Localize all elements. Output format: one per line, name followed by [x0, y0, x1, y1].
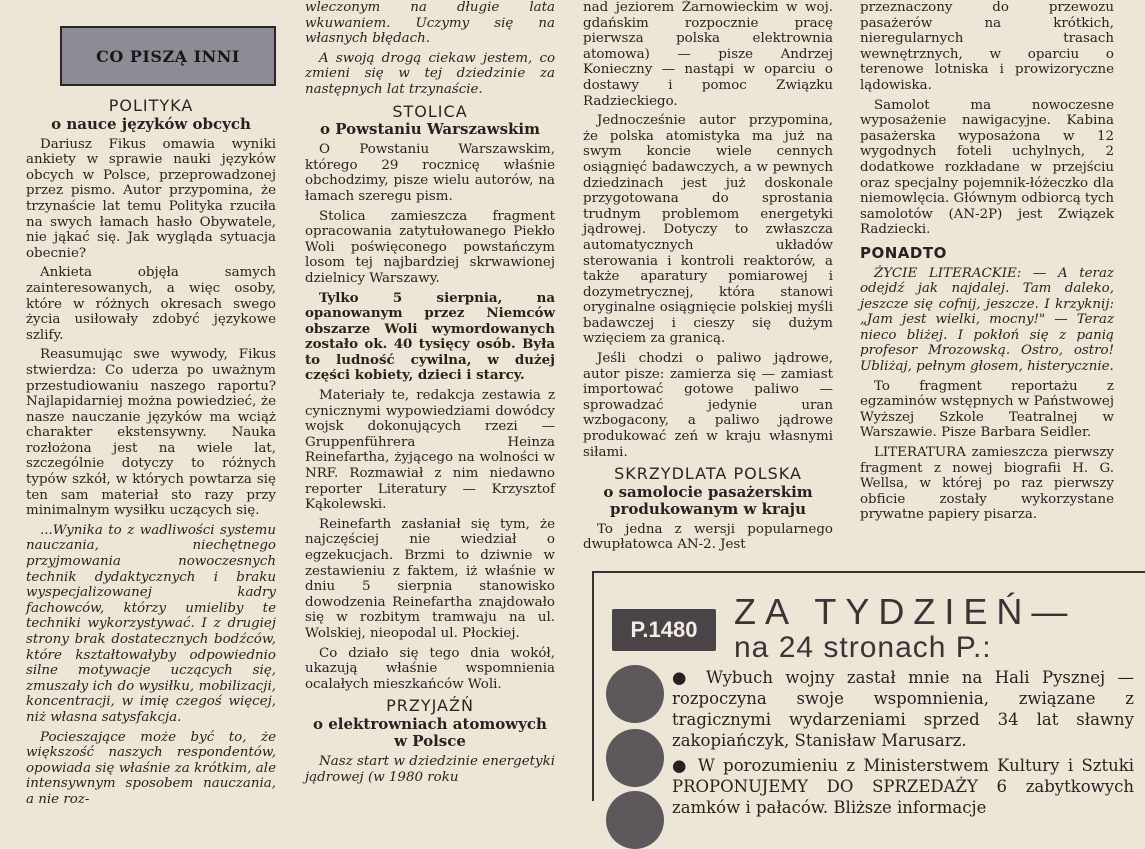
paragraph: Jednocześnie autor przypomina, że polska atomistyka ma już na swym koncie wiele cennych osiągnięć badawczych, a w pewnych dziedzinach jest już doskonale przygotowana do sprostania trudnym problemom energetyki jądrowej. Dotyczy to zwłaszcza automatycznych układów sterowania i kontroli reaktorów, a także aparatury pomiarowej i dozymetrycznej, która stanowi oryginalne osiągnięcie polskiej myśli badawczej i cieszy się dużym wzięciem za granicą. — [583, 113, 833, 347]
header-box — [60, 26, 276, 86]
paragraph: Dariusz Fikus omawia wyniki ankiety w sprawie nauki języków obcych w Polsce, przeprowadzonej przez pismo. Autor przypomina, że trzynaście lat temu Polityka rzuciła na swych łamach hasło Obywatele, nie jąkać się. Jak wygląda sytuacja obecnie? — [26, 136, 276, 261]
paragraph: To fragment reportażu z egzaminów wstępnych w Państwowej Wyższej Szkole Teatralnej w Warszawie. Pisze Barbara Seidler. — [860, 378, 1114, 441]
paragraph: Co działo się tego dnia wokół, ukazują właśnie wspomnienia ocalałych mieszkańców Woli. — [305, 645, 555, 692]
section-heading: PONADTO — [860, 243, 947, 262]
paragraph: Jeśli chodzi o paliwo jądrowe, autor pisze: zamierza się — zamiast importować gotowe paliwo — sprowadzać jedynie uran wzbogacony, a paliwo jądrowe produkować zeń w kraju własnymi siłami. — [583, 351, 833, 460]
paragraph: Nasz start w dziedzinie energetyki jądrowej (w 1980 roku — [305, 753, 555, 785]
column-2 — [305, 0, 555, 789]
promo-badge: P.1480 — [612, 609, 716, 651]
header-box-title: CO PISZĄ INNI — [96, 46, 240, 66]
promo-item: ● Wybuch wojny zastał mnie na Hali Pysznej — rozpoczyna swoje wspomnienia, związane z tragicznymi wydarzeniami sprzed 34 lat sławny zakopiańczyk, Stanisław Marusarz. — [672, 668, 1134, 750]
section-heading: STOLICA — [392, 101, 468, 121]
paragraph: Reasumując swe wywody, Fikus stwierdza: Co uderza po uważnym przestudiowaniu naszego raportu? Najlapidarniej można powiedzieć, że nasze nauczanie języków ma wciąż charakter ekstensywny. Nauka rozłożona jest na wiele lat, szczególnie dotyczy to różnych typów szkół, w których powtarza się ten sam materiał sto razy przy minimalnym wysiłku uczących się. — [26, 347, 276, 519]
paragraph: A swoją drogą ciekaw jestem, co zmieni się w tej dziedzinie za następnych lat trzynaście. — [305, 50, 555, 97]
decorative-circle-icon — [606, 729, 664, 787]
paragraph: Pocieszające może być to, że większość naszych respondentów, opowiada się właśnie za krótkim, ale intensywnym sposobem nauczania, a nie roz- — [26, 729, 276, 807]
promo-item: ● W porozumieniu z Ministerstwem Kultury i Sztuki PROPONUJEMY DO SPRZEDAŻY 6 zabytkowych zamków i pałaców. Bliższe informacje — [672, 756, 1134, 817]
paragraph: O Powstaniu Warszawskim, którego 29 rocznicę właśnie obchodzimy, pisze wielu autorów, na łamach szeregu pism. — [305, 142, 555, 204]
section-heading: SKRZYDLATA POLSKA — [614, 464, 802, 484]
paragraph: LITERATURA zamieszcza pierwszy fragment z nowej biografii H. G. Wellsa, w której po raz pierwszy obficie zostały wykorzystane prywatne papiery pisarza. — [860, 445, 1114, 523]
paragraph: Samolot ma nowoczesne wyposażenie nawigacyjne. Kabina pasażerska wyposażona w 12 wygodnych foteli uchylnych, 2 dodatkowe rozkładane w przejściu oraz specjalny pojemnik-łóżeczko dla niemowlęcia. Głównym odbiorcą tych samolotów (AN-2P) jest Związek Radziecki. — [860, 97, 1115, 238]
article-subtitle: o samolocie pasażerskim produkowanym w kraju — [603, 482, 813, 518]
paragraph: Ankieta objęła samych zainteresowanych, a więc osoby, które w różnych okresach swego życia usiłowały zdobyć językowe szlify. — [26, 265, 276, 343]
promo-box — [592, 571, 1145, 817]
promo-subtitle: na 24 stronach P.: — [734, 631, 992, 664]
article-subtitle: o elektrowniach atomowych w Polsce — [313, 714, 547, 750]
article-subtitle: o Powstaniu Warszawskim — [319, 120, 540, 139]
paragraph: Reinefarth zasłaniał się tym, że najczęściej nie wiedział o egzekucjach. Brzmi to dziwnie w zestawieniu z faktem, iż właśnie w dniu 5 sierpnia stanowisko dowodzenia Reinefartha znajdowało się w rozbitym tramwaju na ul. Wolskiej, nieopodal ul. Płockiej. — [305, 516, 555, 641]
section-heading: POLITYKA — [108, 96, 194, 115]
article-subtitle: o nauce języków obcych — [51, 114, 251, 133]
promo-title: ZA TYDZIEŃ— — [734, 591, 1077, 632]
paragraph: wleczonym na długie lata wkuwaniem. Uczymy się na własnych błędach. — [305, 0, 555, 47]
paragraph: Materiały te, redakcja zestawia z cynicznymi wypowiedziami dowódcy wojsk dokonujących rzezi — Gruppenführera Heinza Reinefartha, żyjącego na wolności w NRF. Rozmawiał z nim niedawno reporter Literatury — Krzysztof Kąkolewski. — [305, 388, 555, 513]
paragraph: To jedna z wersji popularnego dwupłatowca AN-2. Jest — [583, 521, 833, 553]
paragraph: ...Wynika to z wadliwości systemu nauczania, niechętnego przyjmowania nowoczesnych technik dydaktycznych i braku wyspecjalizowanej kadry fachowców, którzy umieliby te techniki wykorzystywać. I z drugiej strony brak dostatecznych bodźców, które kształtowałyby odpowiednio silne motywacje uczących się, zmuszały ich do wysiłku, mobilizacji, koncentracji, w imię czegoś więcej, niż własna satysfakcja. — [26, 522, 276, 725]
section-heading: PRZYJAŹŃ — [386, 696, 474, 716]
paragraph: Tylko 5 sierpnia, na opanowanym przez Niemców obszarze Woli wymordowanych zostało ok. 40 tysięcy osób. Była to ludność cywilna, w dużej części kobiety, dzieci i starcy. — [305, 289, 555, 384]
column-4 — [860, 0, 1114, 527]
column-1 — [26, 92, 276, 812]
paragraph: ŻYCIE LITERACKIE: — A teraz odejdź jak najdalej. Tam daleko, jeszcze się cofnij, jeszcze. I krzyknij: „Jam jest wielki, mocny!" — Teraz nieco bliżej. I pokłoń się z panią profesor Mrozowską. Ostro, ostro! Ubliżaj, pełnym głosem, histerycznie. — [860, 265, 1114, 375]
column-3 — [583, 0, 833, 557]
decorative-circle-icon — [606, 791, 664, 849]
paragraph: nad jeziorem Żarnowieckim w woj. gdańskim rozpocznie pracę pierwsza polska elektrownia atomowa) — pisze Andrzej Konieczny — nastąpi w oparciu o dostawy i pomoc Związku Radzieckiego. — [583, 0, 833, 109]
decorative-circle-icon — [606, 665, 664, 723]
paragraph: Stolica zamieszcza fragment opracowania zatytułowanego Piekło Woli poświęconego powstańczym losom tej najbardziej skrwawionej dzielnicy Warszawy. — [305, 208, 555, 286]
paragraph: przeznaczony do przewozu pasażerów na krótkich, nieregularnych trasach wewnętrznych, w oparciu o terenowe lotniska i prowizoryczne lądowiska. — [860, 0, 1114, 93]
